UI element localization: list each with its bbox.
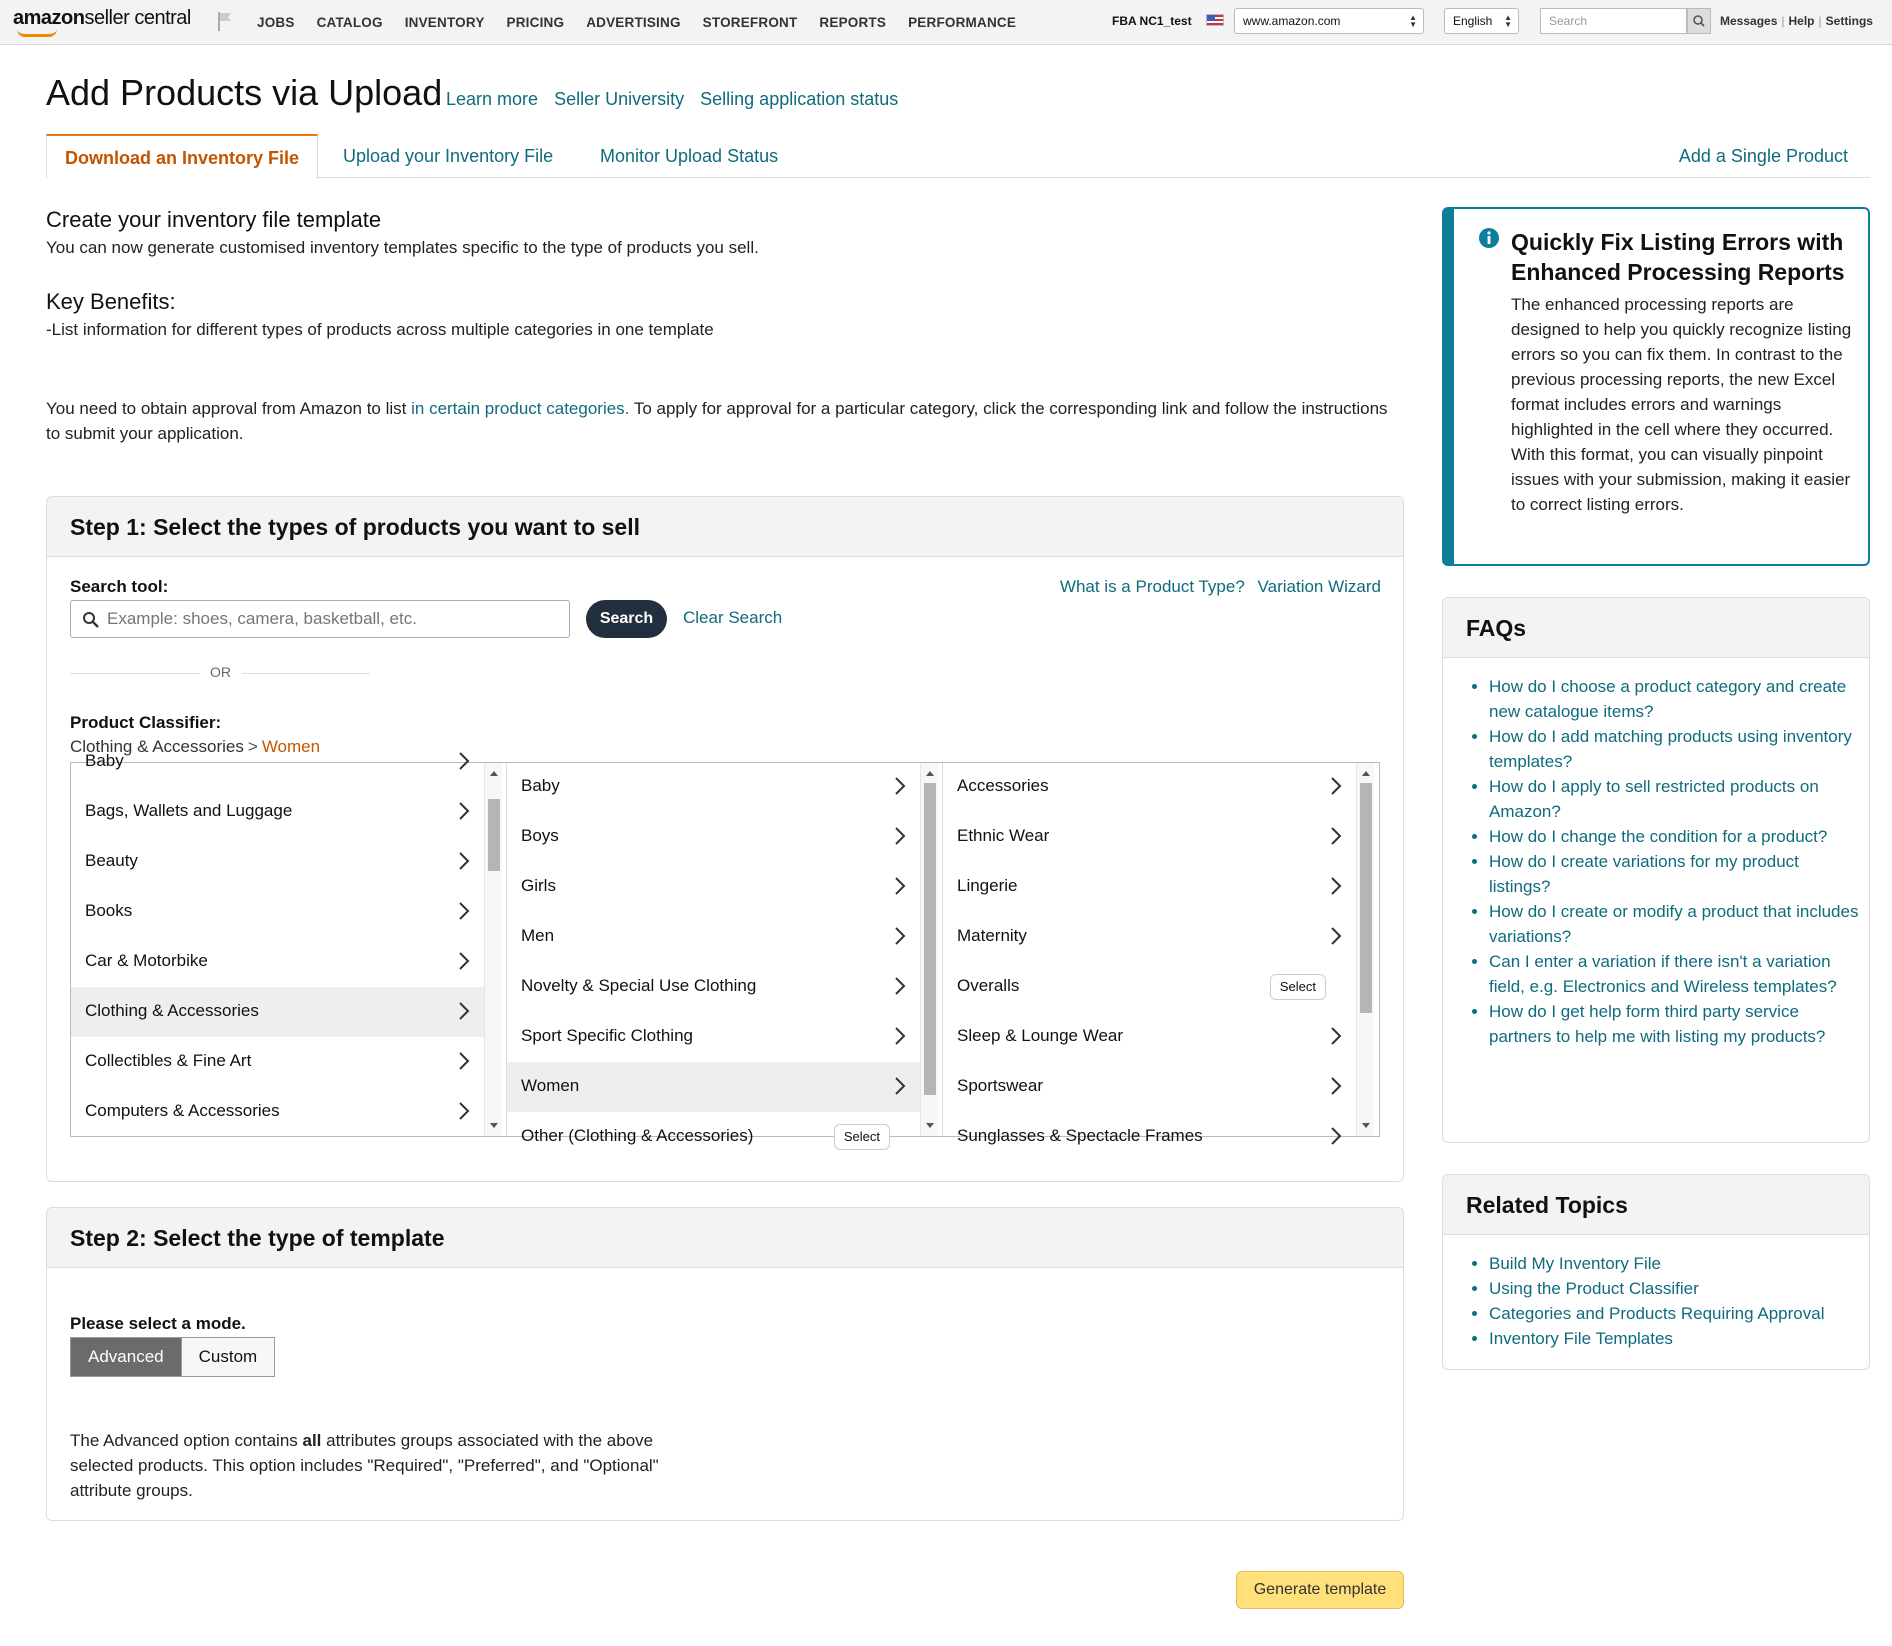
classifier-item-label: Accessories [957, 776, 1049, 795]
classifier-item-label: Beauty [85, 851, 138, 870]
classifier-item[interactable] [943, 762, 1356, 812]
classifier-item-label: Men [521, 926, 555, 945]
us-flag-icon [1206, 14, 1224, 26]
search-button[interactable]: Search [586, 600, 667, 638]
advanced-mode-button[interactable]: Advanced [71, 1338, 181, 1376]
chevron-right-icon [1330, 826, 1342, 846]
select-button[interactable]: Select [834, 1124, 890, 1150]
chevron-right-icon [1330, 1026, 1342, 1046]
learn-more-link[interactable]: Learn more [446, 89, 539, 109]
top-navigation-bar [0, 0, 1892, 45]
classifier-item-label: Car & Motorbike [85, 951, 208, 970]
top-search-input[interactable]: Search [1540, 8, 1687, 34]
faqs-link[interactable]: • How do I apply to sell restricted products on Amazon? [1489, 774, 1859, 824]
classifier-item[interactable] [71, 737, 484, 787]
faqs-heading: FAQs [1443, 598, 1869, 658]
chevron-right-icon [458, 1001, 470, 1021]
classifier-column-1 [71, 751, 484, 1136]
classifier-column-3 [942, 763, 1356, 1145]
chevron-right-icon [894, 1026, 906, 1046]
faqs-link[interactable]: • How do I create variations for my product listings? [1489, 849, 1859, 899]
top-links: Messages | Help | Settings [1720, 14, 1873, 28]
info-box-title: Quickly Fix Listing Errors with Enhanced Processing Reports [1511, 229, 1845, 285]
clear-search-link[interactable]: Clear Search [683, 608, 783, 627]
certain-categories-link[interactable]: in certain product categories. [411, 399, 630, 418]
create-template-text: You can now generate customised inventory templates specific to the type of products you sell. [46, 238, 759, 257]
classifier-item[interactable] [507, 1012, 920, 1062]
faqs-link[interactable]: • How do I get help form third party service partners to help me with listing my products? [1489, 999, 1859, 1049]
scroll-thumb [488, 799, 500, 871]
scroll-up-icon [1362, 771, 1370, 776]
column-2-scrollbar[interactable] [920, 763, 938, 1136]
classifier-item-label: Women [521, 1076, 580, 1095]
scroll-down-icon [490, 1123, 498, 1128]
classifier-item[interactable] [507, 812, 920, 862]
flag-icon[interactable] [217, 10, 233, 32]
amazon-smile-icon [17, 29, 57, 37]
classifier-item-label: Baby [85, 751, 124, 770]
chevron-right-icon [458, 1051, 470, 1071]
scroll-up-icon [926, 771, 934, 776]
add-single-product-link[interactable]: Add a Single Product [1678, 146, 1848, 166]
faq-list [1489, 674, 1859, 1049]
select-arrows-icon: ▲ ▼ [1409, 13, 1417, 29]
title-links [446, 89, 909, 110]
create-template-heading: Create your inventory file template [46, 207, 382, 232]
step2-heading: Step 2: Select the type of template [47, 1208, 1403, 1268]
page-title: Add Products via Upload [46, 72, 443, 113]
help-link[interactable]: Help [1788, 14, 1815, 28]
classifier-item-label: Baby [521, 776, 560, 795]
classifier-item-label: Lingerie [957, 876, 1018, 895]
settings-link[interactable]: Settings [1825, 14, 1873, 28]
classifier-item-label: Sport Specific Clothing [521, 1026, 693, 1045]
product-classifier-label: Product Classifier: [70, 713, 222, 732]
classifier-item-label: Girls [521, 876, 556, 895]
related-link[interactable]: • Using the Product Classifier [1489, 1276, 1859, 1301]
chevron-right-icon [458, 951, 470, 971]
chevron-right-icon [894, 976, 906, 996]
product-classifier [70, 751, 1380, 1145]
classifier-item[interactable] [507, 912, 920, 962]
chevron-right-icon [458, 851, 470, 871]
classifier-item[interactable] [507, 762, 920, 812]
classifier-item-label: Overalls [957, 976, 1020, 995]
chevron-right-icon [1330, 1076, 1342, 1096]
faqs-link[interactable]: • How do I choose a product category and create new catalogue items? [1489, 674, 1859, 724]
scroll-thumb [924, 783, 936, 1095]
nav-item[interactable]: CATALOG [316, 15, 383, 30]
classifier-item-label: Sunglasses & Spectacle Frames [957, 1126, 1203, 1145]
classifier-item[interactable] [943, 1012, 1356, 1062]
mode-label: Please select a mode. [70, 1314, 246, 1333]
scroll-down-icon [1362, 1123, 1370, 1128]
tab-monitor-upload-status[interactable]: Monitor Upload Status [600, 146, 779, 166]
nav-item[interactable]: INVENTORY [404, 15, 485, 30]
chevron-right-icon [1330, 876, 1342, 896]
nav-item[interactable]: STOREFRONT [702, 15, 798, 30]
chevron-right-icon [1330, 926, 1342, 946]
classifier-item[interactable] [71, 1087, 484, 1137]
column-1-scrollbar[interactable] [484, 763, 502, 1136]
select-button[interactable]: Select [1270, 974, 1326, 1000]
classifier-item[interactable] [943, 862, 1356, 912]
search-icon [82, 611, 100, 629]
step1-panel [46, 496, 1404, 1182]
classifier-item[interactable] [71, 887, 484, 937]
variation-wizard-link[interactable]: Variation Wizard [1257, 577, 1381, 596]
nav-item[interactable]: PERFORMANCE [908, 15, 1017, 30]
chevron-right-icon [894, 1076, 906, 1096]
chevron-right-icon [894, 826, 906, 846]
chevron-right-icon [1330, 776, 1342, 796]
step1-help-links [1052, 577, 1381, 597]
chevron-right-icon [458, 901, 470, 921]
classifier-item[interactable] [943, 962, 1356, 1012]
processing-reports-info-box [1442, 207, 1870, 566]
related-topics-heading: Related Topics [1443, 1175, 1869, 1235]
mode-toggle [70, 1337, 275, 1377]
faqs-link[interactable]: • How do I create or modify a product that includes variations? [1489, 899, 1859, 949]
search-tool-label: Search tool: [70, 577, 169, 596]
classifier-item[interactable] [507, 862, 920, 912]
top-search-button[interactable] [1687, 8, 1711, 34]
scroll-up-icon [490, 771, 498, 776]
key-benefits-heading: Key Benefits: [46, 289, 176, 314]
messages-link[interactable]: Messages [1720, 14, 1778, 28]
tab-download-inventory-file[interactable]: Download an Inventory File [46, 134, 318, 179]
faqs-link[interactable]: • Can I enter a variation if there isn't a variation field, e.g. Electronics and Wireless templates? [1489, 949, 1859, 999]
seller-central-logo[interactable]: amazonseller central [13, 7, 191, 30]
classifier-item-label: Ethnic Wear [957, 826, 1050, 845]
classifier-item-label: Novelty & Special Use Clothing [521, 976, 757, 995]
classifier-item-label: Computers & Accessories [85, 1101, 280, 1120]
nav-item[interactable]: JOBS [257, 15, 295, 30]
classifier-item[interactable] [71, 1037, 484, 1087]
mode-description: The Advanced option contains all attributes groups associated with the above selected products. This option includes "Required", "Preferred", and "Optional" attribute groups. [70, 1431, 659, 1500]
chevron-right-icon [458, 751, 470, 771]
chevron-right-icon [1330, 1126, 1342, 1146]
related-link[interactable]: • Build My Inventory File [1489, 1251, 1859, 1276]
classifier-item-label: Boys [521, 826, 559, 845]
nav-item[interactable]: ADVERTISING [586, 15, 681, 30]
column-3-scrollbar[interactable] [1356, 763, 1374, 1136]
classifier-item[interactable] [943, 1062, 1356, 1112]
classifier-item-label: Maternity [957, 926, 1027, 945]
chevron-right-icon [894, 776, 906, 796]
chevron-right-icon: > [247, 737, 258, 756]
what-is-product-type-link[interactable]: What is a Product Type? [1059, 577, 1245, 596]
classifier-item[interactable] [507, 1112, 920, 1162]
chevron-right-icon [894, 876, 906, 896]
related-topics-list [1489, 1251, 1859, 1351]
select-arrows-icon: ▲ ▼ [1504, 13, 1512, 29]
account-name[interactable]: FBA NC1_test [1112, 14, 1192, 28]
related-topics-panel [1442, 1174, 1870, 1370]
key-benefits-text: -List information for different types of products across multiple categories in one template [46, 320, 714, 339]
step1-heading: Step 1: Select the types of products you want to sell [47, 497, 1403, 557]
product-search-input[interactable] [70, 600, 570, 638]
classifier-item[interactable] [507, 1062, 920, 1112]
classifier-item-label: Other (Clothing & Accessories) [521, 1126, 754, 1145]
classifier-item-label: Sleep & Lounge Wear [957, 1026, 1124, 1045]
nav-item[interactable]: REPORTS [819, 15, 887, 30]
classifier-item[interactable] [943, 912, 1356, 962]
breadcrumb-current: Women [261, 737, 321, 756]
classifier-item-label: Bags, Wallets and Luggage [85, 801, 293, 820]
classifier-item[interactable] [71, 937, 484, 987]
related-link[interactable]: • Inventory File Templates [1489, 1326, 1859, 1351]
nav-item[interactable]: PRICING [506, 15, 565, 30]
classifier-item[interactable] [943, 1112, 1356, 1162]
faqs-panel [1442, 597, 1870, 1143]
scroll-thumb [1360, 783, 1372, 1013]
approval-notice: You need to obtain approval from Amazon to list in certain product categories. To apply for approval for a particular category, click the corresponding link and follow the instructions to submit your application. [46, 399, 1388, 443]
classifier-item-label: Books [85, 901, 133, 920]
classifier-item-label: Collectibles & Fine Art [85, 1051, 252, 1070]
faqs-link[interactable]: • How do I change the condition for a product? [1489, 824, 1859, 849]
classifier-column-2 [506, 763, 920, 1145]
step2-panel [46, 1207, 1404, 1521]
classifier-item-label: Sportswear [957, 1076, 1043, 1095]
main-nav [257, 0, 1038, 45]
scroll-down-icon [926, 1123, 934, 1128]
chevron-right-icon [458, 801, 470, 821]
search-icon [1688, 9, 1710, 33]
tab-upload-inventory-file[interactable]: Upload your Inventory File [343, 146, 554, 166]
classifier-item[interactable] [507, 962, 920, 1012]
classifier-item[interactable] [71, 787, 484, 837]
classifier-item[interactable] [943, 812, 1356, 862]
custom-mode-button[interactable]: Custom [181, 1338, 275, 1376]
generate-template-button[interactable]: Generate template [1236, 1571, 1404, 1609]
selling-application-status-link[interactable]: Selling application status [700, 89, 899, 109]
language-select[interactable]: English ▲ ▼ [1444, 8, 1519, 34]
info-box-body: The enhanced processing reports are designed to help you quickly recognize listing errors so you can fix them. In contrast to the previous processing reports, the new Excel format includes errors and warnings highlighted in the cell where they occurred. With this format, you can visually pinpoint issues with your submission, making it easier to correct listing errors. [1511, 295, 1852, 514]
seller-university-link[interactable]: Seller University [554, 89, 685, 109]
related-link[interactable]: • Categories and Products Requiring Approval [1489, 1301, 1859, 1326]
marketplace-select[interactable]: www.amazon.com ▲ ▼ [1234, 8, 1424, 34]
tab-bar [46, 134, 1870, 178]
classifier-item-label: Clothing & Accessories [85, 1001, 259, 1020]
faqs-link[interactable]: • How do I add matching products using inventory templates? [1489, 724, 1859, 774]
chevron-right-icon [458, 1101, 470, 1121]
chevron-right-icon [894, 926, 906, 946]
info-icon [1478, 227, 1500, 249]
breadcrumb-item[interactable]: Clothing & Accessories [70, 737, 244, 756]
classifier-item[interactable] [71, 837, 484, 887]
or-divider: OR [70, 664, 370, 684]
classifier-item[interactable] [71, 987, 484, 1037]
